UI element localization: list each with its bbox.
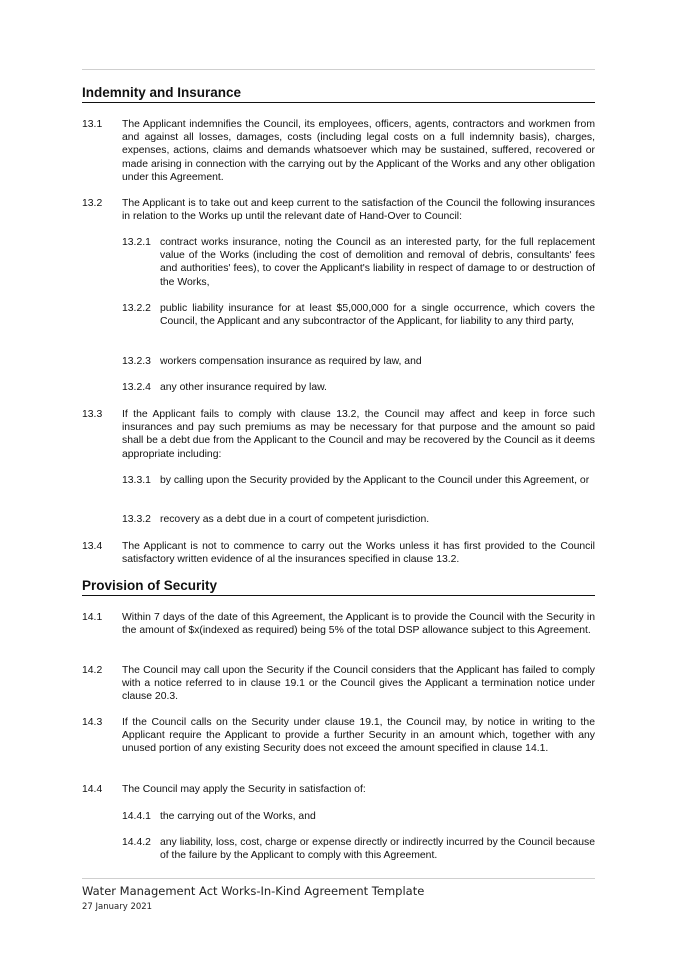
header-divider bbox=[82, 69, 595, 70]
clause-13-2-1 bbox=[122, 236, 595, 289]
clause-text: If the Council calls on the Security under clause 19.1, the Council may, by notice in writing to the Applicant require the Applicant to provide a further Security in an amount which, together with any unused portion of any existing Security does not exceed the amount specified in clause 14.1. bbox=[122, 717, 595, 755]
clause-text: Within 7 days of the date of this Agreement, the Applicant is to provide the Council with the Security in the amount of $x(indexed as required) being 5% of the total DSP allowance subject to this Agreement. bbox=[122, 612, 595, 637]
clause-text: public liability insurance for at least $5,000,000 for a single occurrence, which covers the Council, the Applicant and any subcontractor of the Applicant, for liability to any third party, bbox=[160, 303, 595, 328]
clause-13-4 bbox=[82, 540, 595, 566]
clause-13-2 bbox=[82, 197, 595, 223]
clause-text: workers compensation insurance as required by law, and bbox=[160, 356, 422, 367]
clause-14-1 bbox=[82, 611, 595, 637]
section-heading-indemnity: Indemnity and Insurance bbox=[82, 85, 595, 103]
clause-text: recovery as a debt due in a court of competent jurisdiction. bbox=[160, 514, 430, 525]
clause-13-3-2 bbox=[122, 513, 595, 526]
clause-number: 14.3 bbox=[82, 717, 103, 728]
clause-number: 14.2 bbox=[82, 665, 103, 676]
clause-number: 14.4 bbox=[82, 784, 103, 795]
footer-divider bbox=[82, 878, 595, 879]
clause-14-4-2 bbox=[122, 836, 595, 862]
clause-13-2-2 bbox=[122, 302, 595, 328]
clause-14-3 bbox=[82, 716, 595, 756]
clause-number: 13.3.1 bbox=[122, 475, 151, 486]
clause-number: 13.3 bbox=[82, 409, 103, 420]
clause-text: The Applicant is not to commence to carry out the Works unless it has first provided to the Council satisfactory written evidence of al the insurances specified in clause 13.2. bbox=[122, 541, 595, 566]
clause-number: 14.4.1 bbox=[122, 811, 151, 822]
clause-14-4 bbox=[82, 783, 595, 796]
clause-14-2 bbox=[82, 664, 595, 704]
clause-number: 13.2.3 bbox=[122, 356, 151, 367]
clause-13-2-3 bbox=[122, 355, 595, 368]
clause-text: If the Applicant fails to comply with clause 13.2, the Council may affect and keep in force such insurances and pay such premiums as may be necessary for that purpose and the amount so paid shall be a debt due from the Applicant to the Council and may be recovered by the Council as it deems appropriate including: bbox=[122, 409, 595, 460]
clause-number: 14.1 bbox=[82, 612, 103, 623]
clause-13-1 bbox=[82, 118, 595, 184]
clause-number: 13.2.2 bbox=[122, 303, 151, 314]
clause-number: 13.3.2 bbox=[122, 514, 151, 525]
clause-13-3 bbox=[82, 408, 595, 461]
clause-text: The Council may apply the Security in satisfaction of: bbox=[122, 784, 366, 795]
clause-text: contract works insurance, noting the Council as an interested party, for the full replacement value of the Works (including the cost of demolition and removal of debris, consultants' fees and authorities' fees), to cover the Applicant's liability in respect of damage to or destruction of the Works, bbox=[160, 237, 595, 288]
clause-text: The Applicant is to take out and keep current to the satisfaction of the Council the following insurances in relation to the Works up until the relevant date of Hand-Over to Council: bbox=[122, 198, 595, 223]
clause-13-3-1 bbox=[122, 474, 595, 487]
clause-number: 13.2.4 bbox=[122, 382, 151, 393]
section-heading-security: Provision of Security bbox=[82, 578, 595, 596]
clause-text: The Council may call upon the Security if the Council considers that the Applicant has failed to comply with a notice referred to in clause 19.1 or the Council gives the Applicant a termination notice under clause 20.3. bbox=[122, 665, 595, 703]
clause-number: 13.4 bbox=[82, 541, 103, 552]
clause-number: 13.2 bbox=[82, 198, 103, 209]
clause-number: 13.1 bbox=[82, 119, 103, 130]
footer-date: 27 January 2021 bbox=[82, 902, 153, 912]
clause-13-2-4 bbox=[122, 381, 595, 394]
clause-text: by calling upon the Security provided by the Applicant to the Council under this Agreement, or bbox=[160, 475, 590, 486]
clause-text: the carrying out of the Works, and bbox=[160, 811, 316, 822]
clause-14-4-1 bbox=[122, 810, 595, 823]
clause-text: The Applicant indemnifies the Council, its employees, officers, agents, contractors and workmen from and against all losses, damages, costs (including legal costs on a full indemnity basis), charges, expenses, actions, claims and demands whatsoever which may be sustained, suffered, recovered or made arising in connection with the carrying out by the Applicant of the Works and any other obligation under this Agreement. bbox=[122, 119, 595, 183]
clause-number: 13.2.1 bbox=[122, 237, 151, 248]
footer-document-title: Water Management Act Works-In-Kind Agreement Template bbox=[82, 884, 425, 898]
clause-text: any liability, loss, cost, charge or expense directly or indirectly incurred by the Council because of the failure by the Applicant to comply with this Agreement. bbox=[160, 837, 595, 862]
clause-number: 14.4.2 bbox=[122, 837, 151, 848]
clause-text: any other insurance required by law. bbox=[160, 382, 327, 393]
